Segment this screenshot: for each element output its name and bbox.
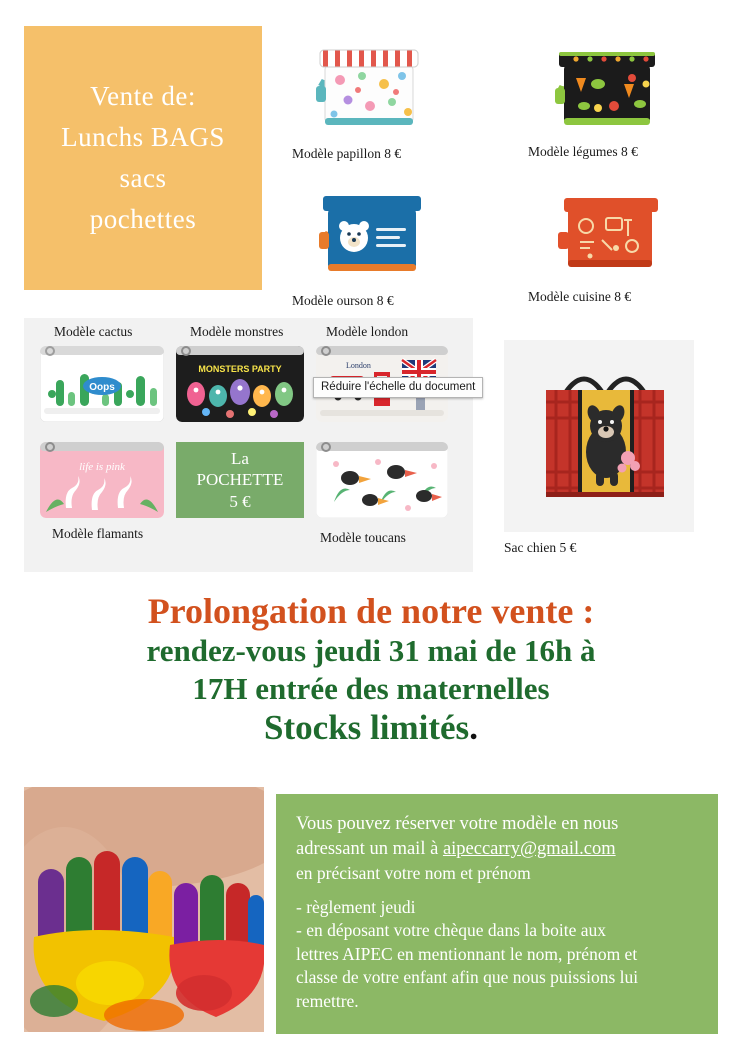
product-caption-ourson: Modèle ourson 8 € (292, 293, 394, 308)
product-caption-legumes: Modèle légumes 8 € (528, 144, 638, 159)
lunchbox-ourson-illustration (292, 172, 444, 287)
reservation-bullet-4: classe de votre enfant afin que nous puissions lui (296, 967, 639, 988)
lunchbox-cuisine-illustration (528, 168, 680, 283)
reservation-info-card (276, 794, 718, 1034)
pouch-caption-cactus: Modèle cactus (54, 324, 133, 339)
headline-line-3: 17H entrée des maternelles (192, 670, 550, 706)
sale-banner-line-4: pochettes (89, 204, 197, 235)
pouch-caption-monstres: Modèle monstres (190, 324, 284, 339)
reservation-bullet-1: - règlement jeudi (296, 896, 416, 917)
product-lunchbox-papillon (292, 26, 444, 162)
pochette-price-tile (176, 442, 304, 518)
pouch-monstres-image (176, 346, 304, 422)
lunchbox-legumes-image (528, 26, 680, 138)
reservation-bullet-2: - en déposant votre chèque dans la boite aux (296, 920, 607, 941)
sale-banner-line-3: sacs (119, 163, 167, 193)
pouch-cactus-image (40, 346, 164, 422)
painted-hands-photo (24, 787, 264, 1032)
lunchbox-ourson-image (292, 172, 444, 287)
reservation-email-link[interactable]: aipeccarry@gmail.com (442, 838, 616, 859)
lunchbox-papillon-illustration (292, 26, 444, 140)
product-bag-chien (504, 340, 694, 556)
svg-text:Oops: Oops (89, 382, 115, 393)
reservation-intro-line-1: Vous pouvez réserver votre modèle en nous (296, 814, 619, 834)
reservation-intro-line-3: en précisant votre nom et prénom (296, 862, 531, 883)
pochette-tile-line-3: 5 € (229, 491, 251, 511)
pouch-caption-toucans: Modèle toucans (320, 530, 406, 545)
spacer (296, 886, 698, 896)
lunchbox-legumes-illustration (528, 26, 680, 138)
headline-period: . (469, 707, 478, 747)
bag-chien-image (504, 340, 694, 532)
sale-banner-line-1: Vente de: (90, 80, 196, 111)
pouch-caption-flamants: Modèle flamants (52, 526, 144, 541)
pouch-caption-london: Modèle london (326, 324, 409, 339)
painted-hands-illustration (24, 787, 264, 1032)
svg-text:London: London (346, 361, 371, 370)
product-caption-cuisine: Modèle cuisine 8 € (528, 289, 632, 304)
reduce-scale-tooltip: Réduire l'échelle du document (313, 377, 483, 398)
sale-banner (24, 26, 262, 290)
pochette-tile-line-1: La (231, 449, 249, 469)
reservation-bullet-5: remettre. (296, 991, 359, 1012)
headline-stocks-text: Stocks limités (264, 707, 470, 747)
sale-banner-line-2: Lunchs BAGS (61, 121, 225, 152)
pouch-monstres-illustration (176, 346, 304, 422)
pochette-tile-line-2: POCHETTE (196, 470, 284, 490)
product-caption-papillon: Modèle papillon 8 € (292, 146, 402, 161)
reservation-bullet-3: lettres AIPEC en mentionnant le nom, prénom et (296, 943, 638, 964)
lunchbox-papillon-image (292, 26, 444, 140)
product-lunchbox-cuisine (528, 168, 680, 305)
pouch-cactus-illustration (40, 346, 164, 422)
product-lunchbox-legumes (528, 26, 680, 160)
pouches-panel (24, 318, 473, 572)
product-caption-bag-chien: Sac chien 5 € (504, 540, 577, 555)
lunchbox-cuisine-image (528, 168, 680, 283)
pouch-flamants-image (40, 442, 164, 518)
svg-text:MONSTERS PARTY: MONSTERS PARTY (198, 364, 282, 374)
pouch-toucans-illustration (316, 442, 448, 518)
svg-text:life is pink: life is pink (79, 461, 125, 473)
reservation-mail-label: adressant un mail à (296, 838, 443, 859)
product-lunchbox-ourson (292, 172, 444, 309)
pouch-toucans-image (316, 442, 448, 518)
headline-block (0, 590, 742, 749)
headline-line-4 (0, 707, 742, 749)
headline-line-1: Prolongation de notre vente : (147, 591, 595, 631)
headline-line-2: rendez-vous jeudi 31 mai de 16h à (146, 633, 596, 669)
pouch-flamants-illustration (40, 442, 164, 518)
reservation-intro-line-2 (296, 837, 698, 862)
bag-chien-illustration (504, 340, 694, 532)
